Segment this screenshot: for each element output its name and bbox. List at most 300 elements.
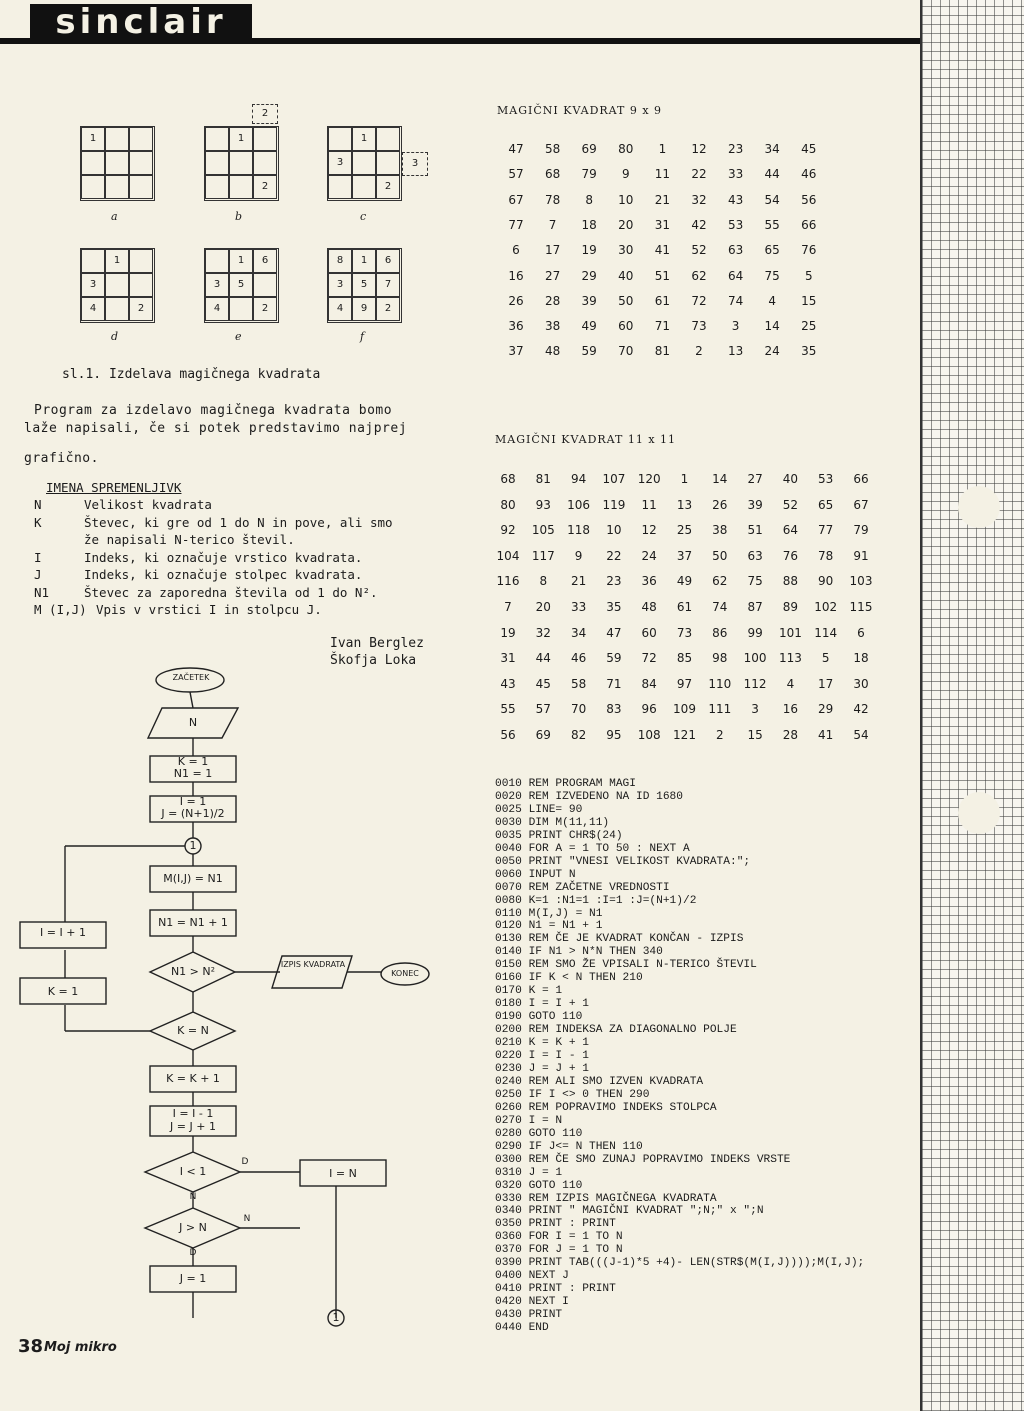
square-cell (205, 127, 229, 151)
magic-cell: 116 (496, 574, 520, 589)
magic-cell: 4 (786, 676, 795, 691)
magic-cell: 9 (621, 167, 630, 182)
magic-cell: 32 (535, 625, 551, 640)
variable-name: N (34, 497, 42, 512)
variable-description: Indeks, ki označuje vrstico kvadrata. (84, 549, 363, 565)
magic-cell: 47 (508, 142, 524, 156)
flow-cond-i: I < 1 (179, 1165, 207, 1178)
square-cell: 1 (352, 127, 376, 151)
magic-cell: 79 (581, 167, 597, 182)
magic-cell: 59 (581, 344, 597, 359)
square-cell (105, 175, 129, 199)
code-line: 0340 PRINT " MAGIČNI KVADRAT ";N;" x ";N (495, 1205, 764, 1218)
magic-cell: 27 (747, 472, 763, 486)
square-cell: 8 (328, 249, 352, 273)
magic-cell: 105 (531, 523, 555, 538)
magic-cell: 7 (548, 217, 557, 232)
magic-cell: 71 (654, 319, 671, 334)
magic-cell: 15 (747, 728, 763, 742)
square-cell (229, 151, 253, 175)
magic-cell: 26 (508, 293, 524, 308)
magic-cell: 49 (676, 574, 693, 589)
code-line: 0440 END (495, 1322, 549, 1335)
magic-cell: 21 (570, 574, 587, 589)
magic-cell: 11 (641, 497, 657, 512)
flow-init-n1: N1 = 1 (173, 767, 213, 780)
square-cell (81, 175, 105, 199)
code-line: 0390 PRINT TAB(((J-1)*5 +4)- LEN(STR$(M(I,J))));M(I,J); (495, 1257, 865, 1270)
code-line: 0150 REM SMO ŽE VPISALI N-TERICO ŠTEVIL (495, 959, 757, 972)
magic-cell: 43 (500, 676, 516, 691)
square-cell: 3 (328, 273, 352, 297)
square-cell: 7 (376, 273, 400, 297)
magic-cell: 6 (512, 243, 520, 258)
code-line: 0270 I = N (495, 1114, 563, 1127)
code-line: 0330 REM IZPIS MAGIČNEGA KVADRATA (495, 1192, 717, 1205)
magic-cell: 43 (727, 192, 744, 207)
flow-no-label-2: N (243, 1214, 251, 1224)
magic-cell: 65 (764, 243, 780, 258)
square-cell (376, 151, 400, 175)
flow-inc-k: K = K + 1 (166, 1072, 220, 1085)
magic-cell: 32 (691, 192, 707, 207)
magic-cell: 28 (544, 293, 561, 308)
magic-cell: 58 (544, 142, 561, 156)
square-cell: 2 (129, 297, 153, 321)
square-cell (129, 175, 153, 199)
magic-cell: 5 (821, 651, 830, 666)
magic-cell: 80 (618, 142, 634, 156)
code-line: 0040 FOR A = 1 TO 50 : NEXT A (495, 842, 690, 855)
flow-inc-i: I = I + 1 (40, 926, 86, 939)
code-line: 0250 IF I <> 0 THEN 290 (495, 1088, 650, 1101)
construction-square (204, 248, 279, 323)
square-cell: 4 (81, 297, 105, 321)
magic-cell: 119 (602, 497, 626, 512)
magic-cell: 31 (500, 651, 516, 666)
flow-output: IZPIS KVADRATA (280, 960, 346, 969)
magic-cell: 37 (508, 344, 524, 359)
magic-cell: 29 (818, 702, 834, 717)
fig-label-f: f (360, 330, 365, 343)
magic-cell: 7 (504, 600, 512, 614)
magic-cell: 66 (801, 217, 817, 232)
magic-cell: 69 (535, 728, 551, 742)
magic-cell: 10 (606, 523, 622, 538)
magic-cell: 90 (818, 574, 834, 589)
flow-set-j: J = 1 (179, 1272, 207, 1285)
code-line: 0430 PRINT (495, 1309, 563, 1322)
square-cell (205, 249, 229, 273)
magic-cell: 20 (535, 600, 551, 614)
square-cell: 9 (352, 297, 376, 321)
magic-cell: 62 (691, 268, 707, 283)
code-line: 0350 PRINT : PRINT (495, 1218, 616, 1231)
magic-cell: 87 (747, 600, 763, 614)
square-cell: 2 (376, 297, 400, 321)
magic-cell: 41 (818, 728, 834, 742)
graph-paper-strip (920, 0, 1024, 1411)
square-cell (105, 127, 129, 151)
magic-cell: 73 (691, 319, 707, 334)
magic-cell: 23 (727, 142, 744, 156)
magic-cell: 2 (695, 344, 703, 359)
magic-cell: 81 (654, 344, 671, 359)
magic-cell: 64 (782, 523, 799, 538)
square-cell: 2 (253, 297, 277, 321)
square-cell (81, 151, 105, 175)
magic-cell: 111 (708, 702, 732, 717)
magic-cell: 61 (676, 600, 693, 614)
magic-cell: 46 (570, 651, 587, 666)
magic-cell: 3 (751, 702, 759, 717)
magic-cell: 12 (691, 142, 707, 156)
flow-dec-i: I = I - 1 (172, 1107, 214, 1120)
code-line: 0260 REM POPRAVIMO INDEKS STOLPCA (495, 1101, 717, 1114)
magic-cell: 44 (535, 651, 551, 666)
magic-cell: 98 (712, 651, 728, 666)
square-cell: 3 (205, 273, 229, 297)
magic-cell: 35 (801, 344, 817, 359)
code-line: 0025 LINE= 90 (495, 803, 583, 816)
flow-init-i: I = 1 (179, 795, 207, 808)
square-cell (253, 127, 277, 151)
magic-cell: 24 (641, 548, 657, 563)
code-line: 0050 PRINT "VNESI VELIKOST KVADRATA:"; (495, 855, 751, 868)
magic-cell: 1 (658, 142, 667, 156)
magic11-title: MAGIČNI KVADRAT 11 x 11 (495, 433, 677, 446)
magic-cell: 8 (539, 574, 548, 589)
magic-cell: 14 (712, 472, 728, 486)
magic-cell: 28 (782, 728, 799, 742)
square-cell: 1 (229, 127, 253, 151)
magic-cell: 38 (712, 523, 728, 538)
magic-cell: 25 (676, 523, 693, 538)
magic-cell: 113 (778, 651, 802, 666)
magic-cell: 16 (782, 702, 799, 717)
magic-cell: 58 (570, 676, 587, 691)
magic-cell: 50 (712, 548, 728, 563)
magic-cell: 17 (544, 243, 561, 258)
square-cell: 2 (376, 175, 400, 199)
magic-cell: 109 (673, 702, 696, 717)
square-cell (205, 175, 229, 199)
code-line: 0320 GOTO 110 (495, 1179, 583, 1192)
magic-cell: 77 (818, 523, 834, 538)
magic-cell: 48 (544, 344, 561, 359)
flowchart (0, 660, 480, 1340)
magic-cell: 79 (853, 523, 869, 538)
flow-assign-m: M(I,J) = N1 (163, 872, 223, 885)
wrap-cell-c: 3 (402, 152, 428, 176)
magic-cell: 92 (500, 523, 516, 538)
magic-cell: 10 (618, 192, 634, 207)
code-line: 0060 INPUT N (495, 868, 576, 881)
magic-cell: 22 (606, 548, 622, 563)
magic-cell: 60 (641, 625, 657, 640)
variable-description: Indeks, ki označuje stolpec kvadrata. (84, 567, 363, 582)
code-line: 0230 J = J + 1 (495, 1062, 589, 1075)
code-line: 0220 I = I - 1 (495, 1050, 589, 1063)
code-line: 0070 REM ZAČETNE VREDNOSTI (495, 881, 670, 894)
magic-cell: 72 (691, 293, 707, 308)
magic-cell: 101 (778, 625, 802, 640)
magic-cell: 40 (782, 472, 799, 486)
magic-cell: 42 (691, 217, 707, 232)
magic-cell: 68 (500, 472, 516, 486)
square-cell: 5 (229, 273, 253, 297)
magic-cell: 3 (731, 319, 740, 334)
magic-cell: 11 (654, 167, 671, 182)
flow-reset-k: K = 1 (47, 985, 79, 998)
magic-cell: 14 (764, 319, 780, 334)
flow-cond-k: K = N (177, 1024, 209, 1037)
construction-square (204, 126, 279, 201)
variable-name: J (34, 567, 42, 582)
magic-cell: 99 (747, 625, 763, 640)
magic-cell: 49 (581, 319, 597, 334)
square-cell: 3 (81, 273, 105, 297)
magic-cell: 36 (641, 574, 657, 589)
square-cell: 5 (352, 273, 376, 297)
magic-cell: 66 (853, 472, 869, 486)
flow-end: KONEC (391, 969, 419, 978)
magic-cell: 37 (676, 548, 693, 563)
code-line: 0120 N1 = N1 + 1 (495, 920, 603, 933)
magic-cell: 59 (606, 651, 622, 666)
magic-cell: 71 (606, 676, 622, 691)
code-line: 0240 REM ALI SMO IZVEN KVADRATA (495, 1075, 704, 1088)
magic-cell: 54 (853, 728, 869, 742)
magic-cell: 108 (637, 728, 661, 742)
code-line: 0130 REM ČE JE KVADRAT KONČAN - IZPIS (495, 933, 744, 946)
magic-cell: 102 (814, 600, 838, 614)
magic-cell: 36 (508, 319, 524, 334)
magic-cell: 30 (618, 243, 634, 258)
magic-cell: 74 (712, 600, 728, 614)
magic-cell: 13 (676, 497, 693, 512)
flow-no-label: N (189, 1192, 197, 1202)
magic-cell: 73 (676, 625, 693, 640)
code-line: 0200 REM INDEKSA ZA DIAGONALNO POLJE (495, 1024, 737, 1037)
magic-cell: 55 (764, 217, 780, 232)
magic-cell: 103 (849, 574, 873, 589)
code-line: 0020 REM IZVEDENO NA ID 1680 (495, 790, 683, 803)
flow-connector-2: 1 (332, 1311, 340, 1324)
magic-cell: 56 (500, 728, 516, 742)
magic-cell: 80 (500, 497, 516, 512)
magic-cell: 72 (641, 651, 657, 666)
intro-line-2: laže napisali, če si potek predstavimo najprej (24, 421, 408, 436)
magic-cell: 42 (853, 702, 869, 717)
magic-cell: 91 (853, 548, 869, 563)
code-line: 0030 DIM M(11,11) (495, 816, 610, 829)
code-line: 0210 K = K + 1 (495, 1037, 589, 1050)
flow-cond-j: J > N (179, 1221, 207, 1234)
magic-cell: 46 (801, 167, 817, 182)
magic-cell: 62 (712, 574, 728, 589)
magic-cell: 44 (764, 167, 780, 182)
magic-cell: 19 (500, 625, 516, 640)
code-line: 0410 PRINT : PRINT (495, 1283, 616, 1296)
fig-label-b: b (235, 210, 243, 223)
magic-cell: 63 (747, 548, 763, 563)
binder-hole (958, 792, 1000, 834)
code-line: 0310 J = 1 (495, 1166, 563, 1179)
variable-description: Velikost kvadrata (84, 497, 212, 512)
magic-cell: 4 (768, 293, 776, 308)
fig-label-d: d (111, 330, 119, 343)
author-place: Škofja Loka (330, 653, 417, 668)
wrap-cell-b: 2 (252, 104, 278, 124)
flow-start: ZAČETEK (172, 673, 210, 682)
square-cell (376, 127, 400, 151)
variables-heading: IMENA SPREMENLJIVK (46, 480, 182, 495)
square-cell (229, 175, 253, 199)
magic-cell: 55 (500, 702, 516, 717)
magic-cell: 74 (727, 293, 744, 308)
magic-cell: 51 (747, 523, 763, 538)
flow-cond-n1: N1 > N² (170, 965, 216, 978)
magic-cell: 23 (606, 574, 622, 589)
intro-line-1: Program za izdelavo magičnega kvadrata bomo (34, 403, 393, 418)
magic-cell: 114 (814, 625, 838, 640)
magic-cell: 76 (782, 548, 799, 563)
square-cell (129, 273, 153, 297)
code-line: 0180 I = I + 1 (495, 998, 589, 1011)
magic-cell: 67 (508, 192, 524, 207)
magic-cell: 15 (801, 293, 817, 308)
square-cell (105, 273, 129, 297)
magic-cell: 120 (637, 472, 661, 486)
magic-cell: 13 (727, 344, 744, 359)
basic-program-listing (495, 778, 915, 1335)
square-cell (105, 297, 129, 321)
code-line: 0420 NEXT I (495, 1296, 569, 1309)
magic-cell: 51 (654, 268, 671, 283)
author-name: Ivan Berglez (330, 636, 424, 651)
code-line: 0370 FOR J = 1 TO N (495, 1244, 623, 1257)
magic-cell: 94 (570, 472, 587, 486)
square-cell: 1 (105, 249, 129, 273)
magic-cell: 57 (508, 167, 524, 182)
magic-cell: 16 (508, 268, 524, 283)
code-line: 0190 GOTO 110 (495, 1011, 583, 1024)
square-cell (229, 297, 253, 321)
magic-cell: 21 (654, 192, 671, 207)
magic-cell: 75 (764, 268, 780, 283)
magic-cell: 33 (727, 167, 744, 182)
magic-cell: 77 (508, 217, 524, 232)
binder-hole (958, 486, 1000, 528)
magic-cell: 107 (602, 472, 626, 486)
magic-cell: 75 (747, 574, 763, 589)
flow-input-n: N (188, 716, 198, 729)
magic-cell: 93 (535, 497, 551, 512)
fig-label-a: a (111, 210, 118, 223)
variable-name: I (34, 549, 42, 565)
flow-init-j: J = (N+1)/2 (161, 807, 225, 820)
code-line: 0140 IF N1 > N*N THEN 340 (495, 946, 663, 959)
magic-cell: 117 (531, 548, 555, 563)
magic-cell: 9 (574, 548, 583, 563)
magic-cell: 20 (618, 217, 634, 232)
intro-line-3: grafično. (24, 451, 99, 466)
magic-cell: 112 (743, 676, 767, 691)
magic-cell: 38 (544, 319, 561, 334)
code-line: 0400 NEXT J (495, 1270, 569, 1283)
magic-cell: 8 (585, 192, 593, 207)
magic-cell: 53 (727, 217, 744, 232)
magic-cell: 70 (570, 702, 587, 717)
square-cell: 2 (253, 175, 277, 199)
magic-cell: 115 (849, 600, 873, 614)
square-cell: 1 (81, 127, 105, 151)
flow-inc-n1: N1 = N1 + 1 (158, 916, 228, 929)
flow-yes-label: D (241, 1157, 249, 1167)
figure-caption: sl.1. Izdelava magičnega kvadrata (62, 367, 321, 382)
magic-cell: 106 (567, 497, 591, 512)
magic-cell: 52 (691, 243, 707, 258)
variable-name: N1 (34, 584, 50, 600)
magic-cell: 24 (764, 344, 780, 359)
magic-cell: 39 (581, 293, 597, 308)
square-cell: 3 (328, 151, 352, 175)
magic-cell: 67 (853, 497, 869, 512)
magic-cell: 78 (544, 192, 561, 207)
variable-description: Števec, ki gre od 1 do N in pove, ali smo (84, 514, 393, 530)
square-cell (352, 175, 376, 199)
square-cell: 1 (229, 249, 253, 273)
square-cell (105, 151, 129, 175)
magic-cell: 26 (712, 497, 728, 512)
magic-cell: 82 (570, 728, 587, 742)
magic-cell: 29 (581, 268, 597, 283)
magic-cell: 96 (641, 702, 657, 717)
magic-cell: 97 (676, 676, 693, 691)
code-line: 0010 REM PROGRAM MAGI (495, 778, 636, 790)
magic-cell: 86 (712, 625, 728, 640)
flow-connector: 1 (189, 839, 197, 852)
square-cell (129, 151, 153, 175)
magic-cell: 19 (581, 243, 597, 258)
magic-cell: 1 (680, 472, 689, 486)
magic-cell: 39 (747, 497, 763, 512)
sinclair-logo: sinclair (30, 4, 252, 42)
magazine-name: Moj mikro (44, 1340, 117, 1355)
square-cell (328, 175, 352, 199)
construction-square (327, 126, 402, 201)
magic-cell: 57 (535, 702, 551, 717)
magic-cell: 40 (618, 268, 634, 283)
variable-description: že napisali N-terico števil. (84, 532, 295, 547)
code-line: 0080 K=1 :N1=1 :I=1 :J=(N+1)/2 (495, 894, 697, 907)
magic-cell: 65 (818, 497, 834, 512)
construction-square (327, 248, 402, 323)
magic-cell: 41 (654, 243, 671, 258)
magic-cell: 78 (818, 548, 834, 563)
square-cell: 1 (352, 249, 376, 273)
variable-name: M (I,J) (34, 602, 87, 617)
square-cell: 4 (328, 297, 352, 321)
magic-cell: 12 (641, 523, 657, 538)
code-line: 0290 IF J<= N THEN 110 (495, 1140, 643, 1153)
code-line: 0170 K = 1 (495, 985, 563, 998)
square-cell: 6 (253, 249, 277, 273)
magic-cell: 30 (853, 676, 869, 691)
magic-cell: 100 (743, 651, 767, 666)
magic-cell: 50 (618, 293, 634, 308)
